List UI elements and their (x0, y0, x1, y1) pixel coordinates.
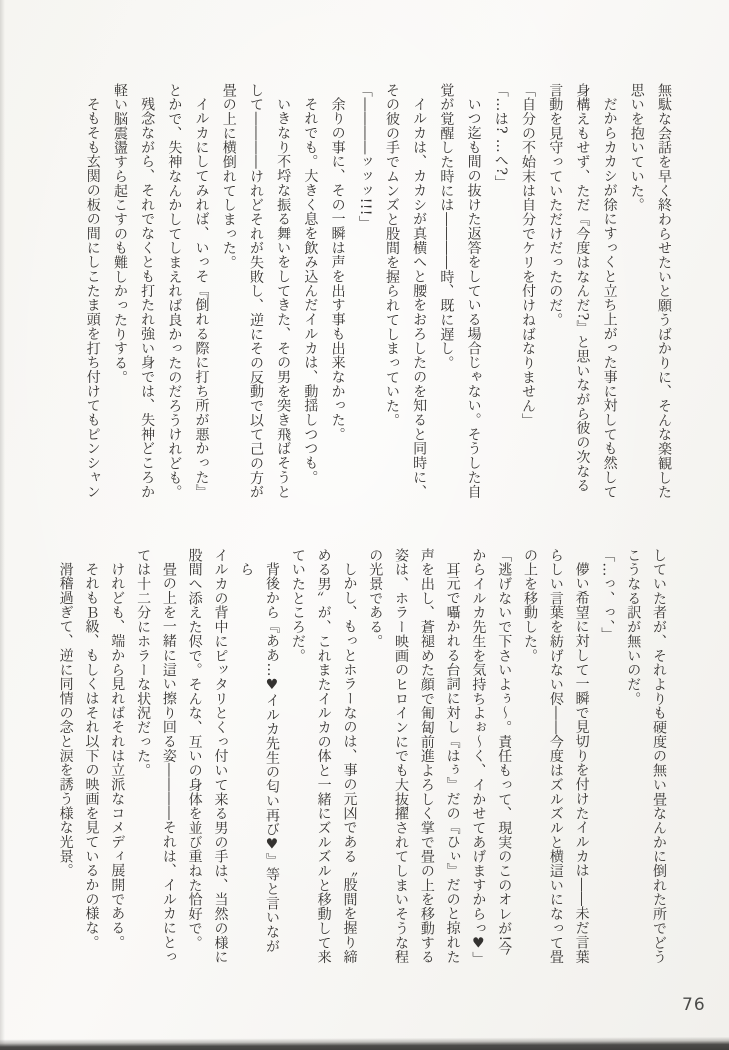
text-column: 声を出し、蒼褪めた顔で匍匐前進よろしく掌で畳の上を移動する (418, 548, 435, 965)
text-column: いきなり不埒な振る舞いをしてきた、その男を突き飛ばそうと (275, 97, 292, 499)
text-column: 背後から『ああ…♥イルカ先生の匂い再び♥』等と言いながら (238, 562, 281, 954)
text-column: 覚が覚醒した時には――――時、既に遅し。 (438, 83, 455, 370)
text-column: 残念ながら、それでなくとも打たれ強い身では、失神どころか (139, 97, 156, 499)
text-column: 股間へ添えた侭で。そんな、互いの身体を並び重ねた恰好で。 (186, 548, 203, 950)
bottom-text-block (52, 548, 671, 966)
text-column: だからカカシが徐にすっくと立ち上がった事に対しても然して (601, 97, 618, 499)
text-column: イルカの背中にピッタリとくっ付いて来る男の手は、当然の様に (212, 548, 229, 965)
text-column: 身構えもせず、ただ『今度はなんだ?』と思いながら彼の次なる (574, 83, 591, 493)
text-column: 思いを抱いていた。 (628, 83, 645, 213)
page-number: 76 (682, 995, 706, 1015)
text-column: 「――――ッッッ!!!」 (356, 83, 373, 231)
text-column: 無駄な会話を早く終わらせたいと願うばかりに、そんな楽観した (656, 83, 672, 500)
text-column: こうなる訳が無いのだ。 (625, 548, 642, 706)
text-column: いつ迄も間の抜けた返答をしている場合じゃない。そうした自 (465, 97, 482, 499)
text-column: 耳元で囁かれる台詞に対し『はぅ』だの『ひぃ』だのと掠れた (444, 562, 461, 964)
text-column: 畳の上に横倒れてしまった。 (220, 83, 237, 270)
text-column: イルカは、カカシが真横へと腰をおろしたのを知ると同時に、 (411, 97, 428, 499)
text-column: 余りの事に、その一瞬は声を出す事も出来なかった。 (329, 97, 346, 442)
text-column: 滑稽過ぎて、逆に同情の念と涙を誘う様な光景。 (57, 562, 74, 878)
text-column: 「…は? …へ?」 (492, 83, 509, 190)
text-column: して――――けれどそれが失敗し、逆にその反動で以て己の方が (247, 83, 264, 500)
text-column: 「逃げないで下さいよぅ〜。責任もって、現実のこのオレが!今 (496, 548, 513, 956)
text-column: しかし、もっとホラーなのは、事の元凶である〝股間を握り締 (341, 562, 358, 964)
text-column: けれども、端から見ればそれは立派なコメディ展開である。 (109, 562, 126, 950)
text-column: からイルカ先生を気持ちよぉ〜く、イかせてあげますからっ♥」 (470, 548, 487, 967)
text-column: ては十二分にホラーな状況だった。 (135, 548, 152, 778)
text-column: 言動を見守っていただけだったのだ。 (547, 83, 564, 327)
text-column: イルカにしてみれば、いっそ『倒れる際に打ち所が悪かった』 (193, 97, 210, 499)
text-column: それもＢ級、もしくはそれ以下の映画を見ているかの様な。 (83, 562, 100, 950)
text-column: らしい言葉を紡げない侭――今度はズルズルと横這いになって畳 (547, 548, 564, 965)
text-column: 「自分の不始末は自分でケリを付けねばなりません」 (519, 83, 536, 428)
text-column: 姿は、ホラー映画のヒロインにでも大抜擢されてしまいそうな程 (393, 548, 410, 965)
text-column: 「…っ、っ、」 (599, 548, 616, 642)
text-column: ていたところだ。 (289, 548, 306, 663)
text-column: 儚い希望に対して一瞬で見切りを付けたイルカは――未だ言葉 (573, 562, 590, 964)
text-column: していた者が、それよりも硬度の無い畳なんかに倒れた所でどう (651, 548, 667, 965)
text-column: の上を移動した。 (522, 548, 539, 663)
text-column: 畳の上を一緒に這い擦り回る姿――――それは、イルカにとっ (160, 562, 177, 964)
top-text-block (79, 83, 677, 504)
scan-bottom-edge (0, 1037, 729, 1050)
text-column: とかで、失神なんかしてしまえれば良かったのだろうけれども。 (166, 83, 183, 500)
text-column: の光景である。 (367, 548, 384, 649)
text-column: それでも。大きく息を飲み込んだイルカは、動揺しつつも。 (302, 97, 319, 485)
text-column: そもそも玄関の板の間にしこたま頭を打ち付けてもピンシャン (84, 97, 101, 499)
text-column: める男〟が、これまたイルカの体と一緒にズルズルと移動して来 (315, 548, 332, 965)
text-column: 軽い脳震盪すら起こすのも難しかったりする。 (111, 83, 128, 385)
scan-left-edge-shadow (0, 0, 5, 1050)
text-column: その彼の手でムンズと股間を握られてしまっていた。 (383, 83, 400, 428)
